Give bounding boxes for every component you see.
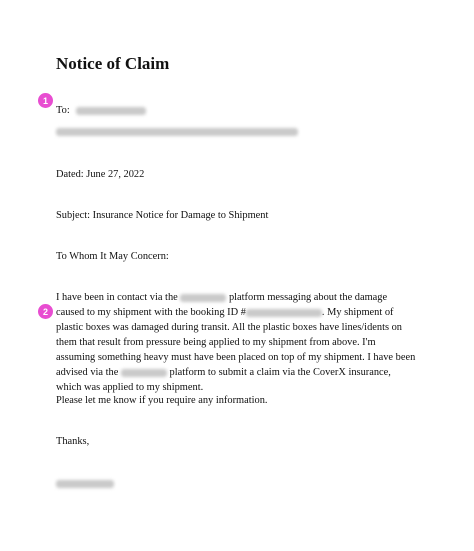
body-part-3: . My shipment of plastic boxes was damaged during transit. All the plastic boxes have lines/idents on them that result from pressure being applied to my shipment from above. I'm assuming something heavy must have been placed on top of my shipment. I have been advised via the (56, 307, 416, 378)
annotation-marker-2[interactable]: 2 (38, 304, 53, 319)
body-paragraph (56, 290, 416, 395)
document-title: Notice of Claim (56, 54, 170, 73)
redacted-platform-name-2 (121, 369, 167, 377)
signature-line (56, 476, 114, 491)
redacted-recipient-address (56, 128, 298, 136)
redacted-booking-id (246, 309, 322, 317)
recipient-address-line (56, 124, 298, 139)
body-part-4: platform to submit a claim via the CoverX insurance, which was applied to my shipment. (56, 367, 391, 393)
redacted-recipient-name (76, 107, 146, 115)
redacted-platform-name (180, 294, 226, 302)
body-part-1: I have been in contact via the (56, 292, 178, 303)
body-part-2: platform messaging about the damage caused to my shipment with the booking ID # (56, 292, 388, 318)
subject-line: Subject: Insurance Notice for Damage to Shipment (56, 210, 269, 221)
signoff-line: Thanks, (56, 436, 90, 447)
redacted-sender-name (56, 480, 114, 488)
closing-request-line: Please let me know if you require any information. (56, 395, 268, 406)
annotation-marker-1[interactable]: 1 (38, 93, 53, 108)
salutation-line: To Whom It May Concern: (56, 251, 169, 262)
to-label: To: (56, 105, 70, 116)
date-line: Dated: June 27, 2022 (56, 169, 145, 180)
recipient-line (56, 103, 146, 118)
